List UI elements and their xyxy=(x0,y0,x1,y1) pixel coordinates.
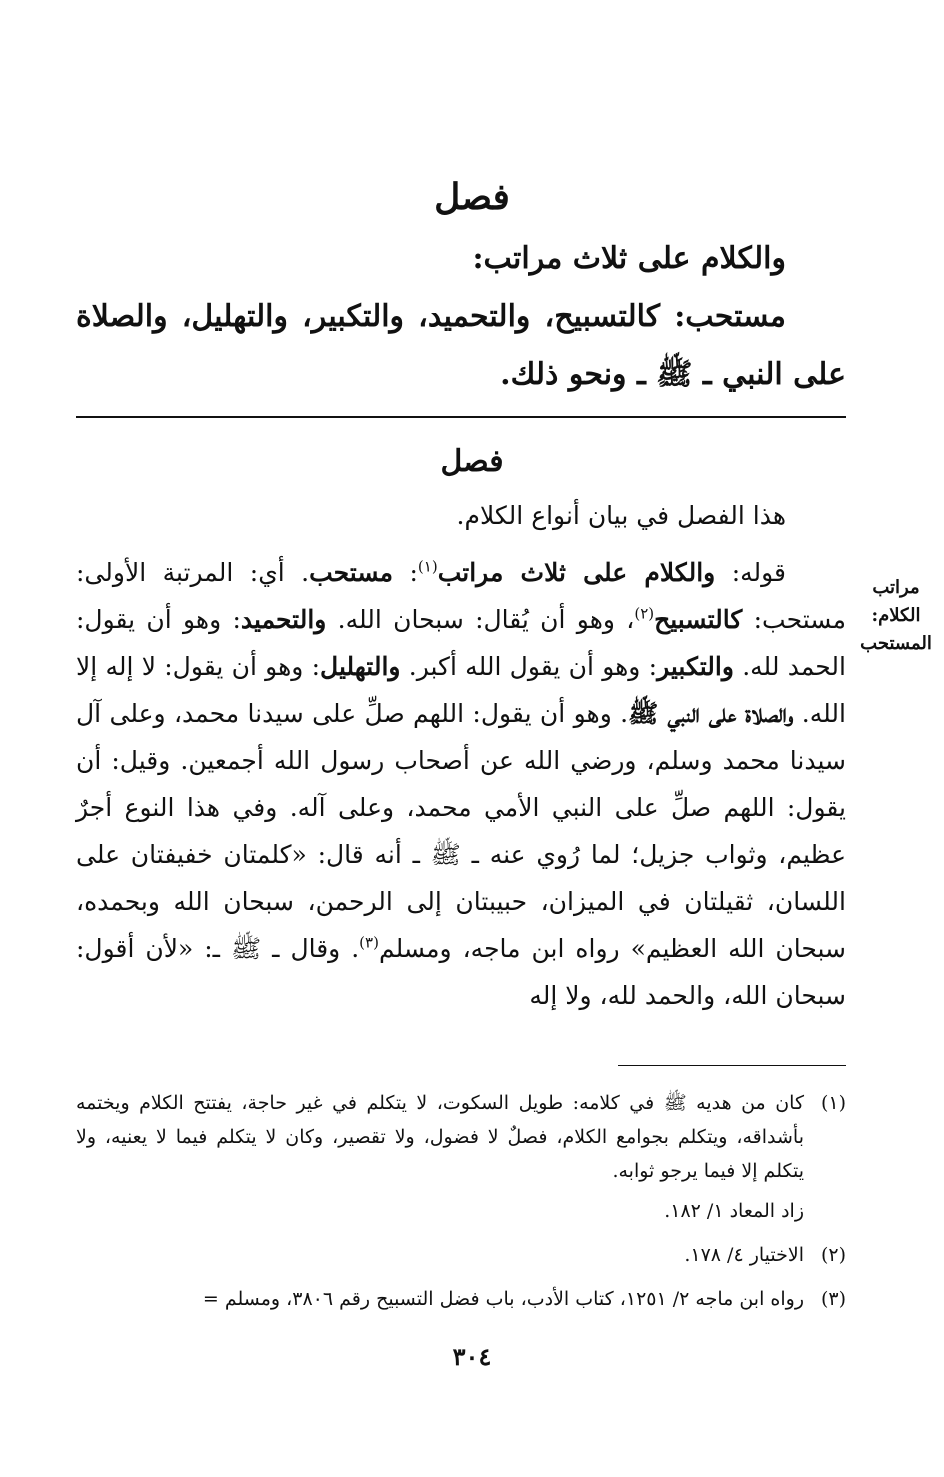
text-segment: . وقال ـ ﷺ ـ: «لأن أقول: سبحان الله، والحمد لله، ولا إله xyxy=(76,934,846,1010)
commentary-body xyxy=(76,492,846,1019)
footnote-ref-1[interactable]: (١) xyxy=(417,557,438,576)
matn-line-2: مستحب: كالتسبيح، والتحميد، والتكبير، والتهليل، والصلاة على النبي ـ ﷺ ـ ونحو ذلك. xyxy=(76,299,846,392)
footnote-text: رواه ابن ماجه ٢/ ١٢٥١، كتاب الأدب، باب فضل التسبيح رقم ٣٨٠٦، ومسلم = xyxy=(202,1288,804,1310)
text-segment: : وهو أن يقول الله أكبر. xyxy=(400,652,658,681)
qawluhu: قوله: xyxy=(715,558,787,587)
margin-note-line: الكلام: xyxy=(871,605,921,626)
footnote-number: (١) xyxy=(820,1092,846,1114)
footnote-separator xyxy=(618,1065,846,1066)
term-takbir: والتكبير xyxy=(657,652,734,681)
margin-note xyxy=(854,574,938,658)
term-mustahab: مستحب xyxy=(309,558,394,587)
footnotes xyxy=(76,1086,846,1316)
term-tahlil: والتهليل xyxy=(320,652,401,681)
margin-note-line: مراتب xyxy=(872,577,920,598)
margin-note-line: المستحب xyxy=(860,633,932,654)
footnote-number: (٢) xyxy=(820,1244,846,1266)
term-tahmid: والتحميد xyxy=(240,605,327,634)
text-segment: ، وهو أن يُقال: سبحان الله. xyxy=(326,605,635,634)
footnote-3 xyxy=(76,1282,846,1316)
section-heading-top: فصل xyxy=(434,176,510,218)
footnote-text: الاختيار ٤/ ١٧٨. xyxy=(684,1244,804,1266)
text-segment: : وهو أن يقول: لا إله إلا الله. xyxy=(76,652,846,728)
term-salat: والصلاة على النبي ﷺ xyxy=(628,699,794,728)
footnote-text: كان من هديه ﷺ في كلامه: طويل السكوت، لا يتكلم في غير حاجة، يفتتح الكلام ويختمه بأشداقه، ويتكلم بجوامع الكلام، فصلٌ لا فضول، ولا تقصير، وكان لا يتكلم فيما لا يعنيه، ولا يتكلم إلا فيما يرجو ثوابه. xyxy=(76,1092,804,1182)
phrase-three-levels: والكلام على ثلاث مراتب xyxy=(437,558,716,587)
footnote-1-source: زاد المعاد ١/ ١٨٢. xyxy=(664,1200,804,1222)
text-segment: : وهو أن يقول: الحمد لله. xyxy=(76,605,846,681)
text-segment: . وهو أن يقول: اللهم صلِّ على سيدنا محمد، وعلى آل سيدنا محمد وسلم، ورضي الله عن أصحاب رسول الله أجمعين. وقيل: أن يقول: اللهم صلِّ على النبي الأمي محمد، وعلى آله. وفي هذا النوع أجرٌ عظيم، وثواب جزيل؛ لما رُوي عنه ـ ﷺ ـ أنه قال: «كلمتان خفيفتان على اللسان، ثقيلتان في الميزان، حبيبتان إلى الرحمن، سبحان الله وبحمده، سبحان الله العظيم» رواه ابن ماجه، ومسلم xyxy=(76,699,846,963)
text-segment: . أي: المرتبة الأولى: مستحب: xyxy=(76,558,846,634)
matn-text xyxy=(76,230,846,404)
matn-line-1: والكلام على ثلاث مراتب: xyxy=(472,241,786,276)
page-number: ٣٠٤ xyxy=(452,1342,492,1371)
separator-rule xyxy=(76,416,846,418)
section-heading-commentary: فصل xyxy=(440,444,504,479)
intro-line: هذا الفصل في بيان أنواع الكلام. xyxy=(456,501,786,530)
footnote-ref-2[interactable]: (٢) xyxy=(634,604,655,623)
footnote-1 xyxy=(76,1086,846,1188)
footnote-2 xyxy=(76,1238,846,1272)
commentary-paragraph xyxy=(76,549,846,1019)
footnote-number: (٣) xyxy=(820,1288,846,1310)
footnote-ref-3[interactable]: (٣) xyxy=(359,933,379,952)
text-segment: : xyxy=(393,558,418,587)
term-tasbih: كالتسبيح xyxy=(654,605,743,634)
